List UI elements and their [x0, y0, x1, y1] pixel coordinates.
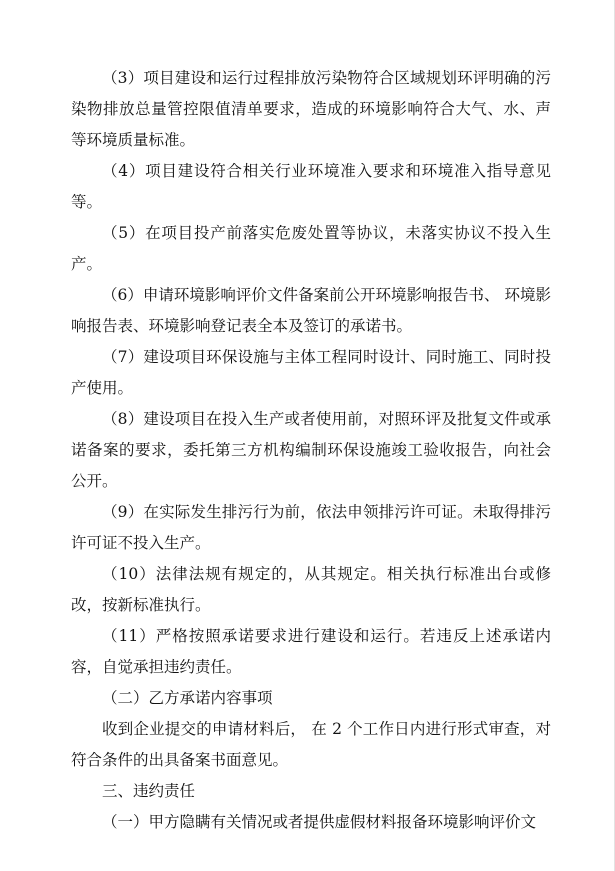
clause-3: （3）项目建设和运行过程排放污染物符合区域规划环评明确的污染物排放总量管控限值清单要求，造成的环境影响符合大气、水、声等环境质量标准。 — [71, 69, 551, 149]
clause-10: （10）法律法规有规定的，从其规定。相关执行标准出台或修改，按新标准执行。 — [71, 565, 551, 614]
party-b-commitment: 收到企业提交的申请材料后， 在 2 个工作日内进行形式审查，对符合条件的出具备案书面意见。 — [71, 720, 551, 769]
clause-4: （4）项目建设符合相关行业环境准入要求和环境准入指导意见等。 — [71, 162, 551, 211]
clause-6: （6）申请环境影响评价文件备案前公开环境影响报告书、 环境影响报告表、环境影响登记表全本及签订的承诺书。 — [71, 286, 551, 335]
clause-7: （7）建设项目环保设施与主体工程同时设计、同时施工、同时投产使用。 — [71, 348, 551, 397]
section-heading-party-b: （二）乙方承诺内容事项 — [102, 689, 273, 707]
clause-5: （5）在项目投产前落实危废处置等协议，未落实协议不投入生产。 — [71, 224, 551, 273]
section-heading-liability: 三、违约责任 — [102, 782, 196, 800]
clause-8: （8）建设项目在投入生产或者使用前，对照环评及批复文件或承诺备案的要求，委托第三方机构编制环保设施竣工验收报告，向社会公开。 — [71, 410, 551, 490]
clause-9: （9）在实际发生排污行为前，依法申领排污许可证。未取得排污许可证不投入生产。 — [71, 503, 551, 552]
document-body — [71, 63, 551, 838]
clause-11: （11）严格按照承诺要求进行建设和运行。若违反上述承诺内容，自觉承担违约责任。 — [71, 627, 551, 676]
liability-clause-1: （一）甲方隐瞒有关情况或者提供虚假材料报备环境影响评价文 — [102, 813, 537, 831]
